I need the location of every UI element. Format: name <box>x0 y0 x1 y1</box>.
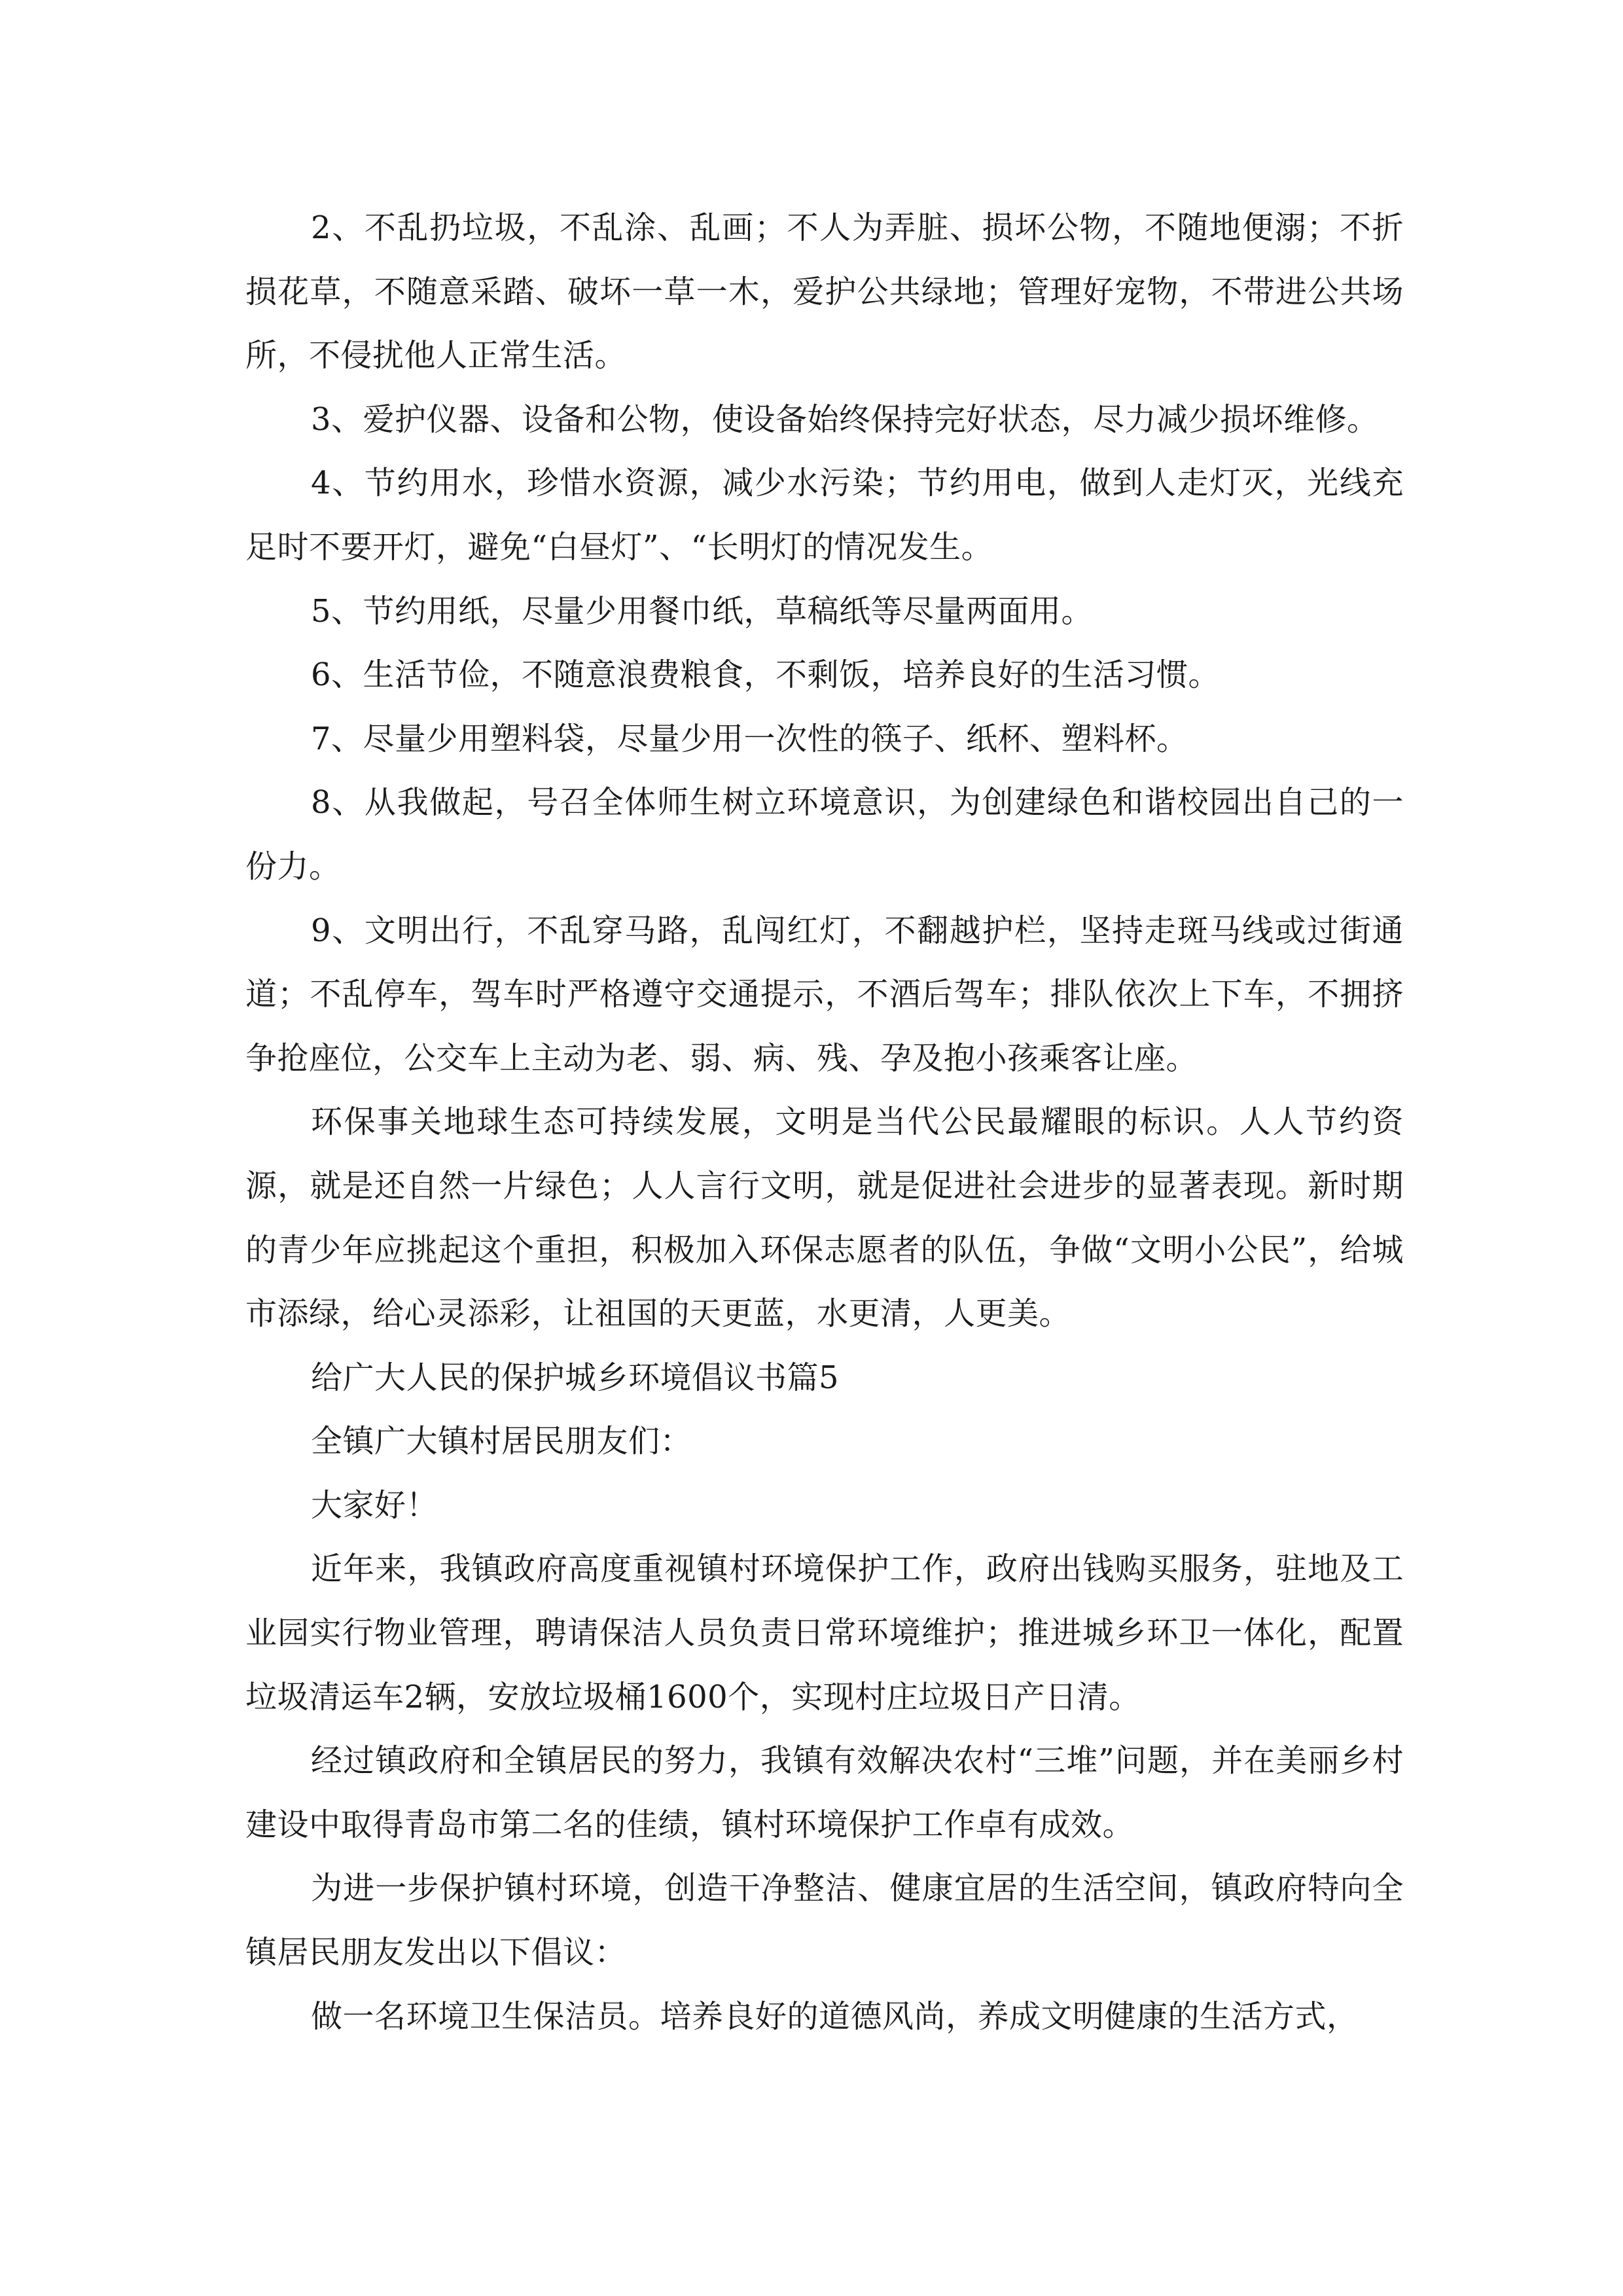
paragraph-item-3: 3、爱护仪器、设备和公物，使设备始终保持完好状态，尽力减少损坏维修。 <box>311 401 1379 438</box>
paragraph-item-5: 5、节约用纸，尽量少用餐巾纸，草稿纸等尽量两面用。 <box>311 592 1094 630</box>
salutation: 全镇广大镇村居民朋友们： <box>311 1423 692 1460</box>
paragraph-proposal-intro: 为进一步保护镇村环境，创造干净整洁、健康宜居的生活空间，镇政府特向全镇居民朋友发出以下倡议： <box>245 1870 1404 1971</box>
paragraph-conclusion: 环保事关地球生态可持续发展，文明是当代公民最耀眼的标识。人人节约资源，就是还自然一片绿色；人人言行文明，就是促进社会进步的显著表现。新时期的青少年应挑起这个重担，积极加入环保志愿者的队伍，争做“文明小公民”，给城市添绿，给心灵添彩，让祖国的天更蓝，水更清，人更美。 <box>245 1103 1404 1333</box>
greeting: 大家好！ <box>311 1486 438 1524</box>
paragraph-item-2: 2、不乱扔垃圾，不乱涂、乱画；不人为弄脏、损坏公物，不随地便溺；不折损花草，不随意采踏、破坏一草一木，爱护公共绿地；管理好宠物，不带进公共场所，不侵扰他人正常生活。 <box>245 209 1404 374</box>
paragraph-item-9: 9、文明出行，不乱穿马路，乱闯红灯，不翻越护栏，坚持走斑马线或过街通道；不乱停车，驾车时严格遵守交通提示，不酒后驾车；排队依次上下车，不拥挤争抢座位，公交车上主动为老、弱、病、残、孕及抱小孩乘客让座。 <box>245 912 1404 1077</box>
paragraph-achievements: 经过镇政府和全镇居民的努力，我镇有效解决农村“三堆”问题，并在美丽乡村建设中取得青岛市第二名的佳绩，镇村环境保护工作卓有成效。 <box>245 1742 1404 1843</box>
paragraph-item-8: 8、从我做起，号召全体师生树立环境意识，为创建绿色和谐校园出自己的一份力。 <box>245 784 1404 885</box>
section-heading: 给广大人民的保护城乡环境倡议书篇5 <box>311 1359 840 1396</box>
paragraph-background: 近年来，我镇政府高度重视镇村环境保护工作，政府出钱购买服务，驻地及工业园实行物业管理，聘请保洁人员负责日常环境维护；推进城乡环卫一体化，配置垃圾清运车2辆，安放垃圾桶1600个，实现村庄垃圾日产日清。 <box>245 1551 1404 1715</box>
paragraph-proposal-1: 做一名环境卫生保洁员。培养良好的道德风尚，养成文明健康的生活方式， <box>311 1998 1359 2035</box>
document-body <box>245 196 1404 2049</box>
paragraph-item-4: 4、节约用水，珍惜水资源，减少水污染；节约用电，做到人走灯灭，光线充足时不要开灯，避免“白昼灯”、“长明灯的情况发生。 <box>245 465 1404 565</box>
paragraph-item-6: 6、生活节俭，不随意浪费粮食，不剩饭，培养良好的生活习惯。 <box>311 656 1221 694</box>
paragraph-item-7: 7、尽量少用塑料袋，尽量少用一次性的筷子、纸杯、塑料杯。 <box>311 720 1188 757</box>
